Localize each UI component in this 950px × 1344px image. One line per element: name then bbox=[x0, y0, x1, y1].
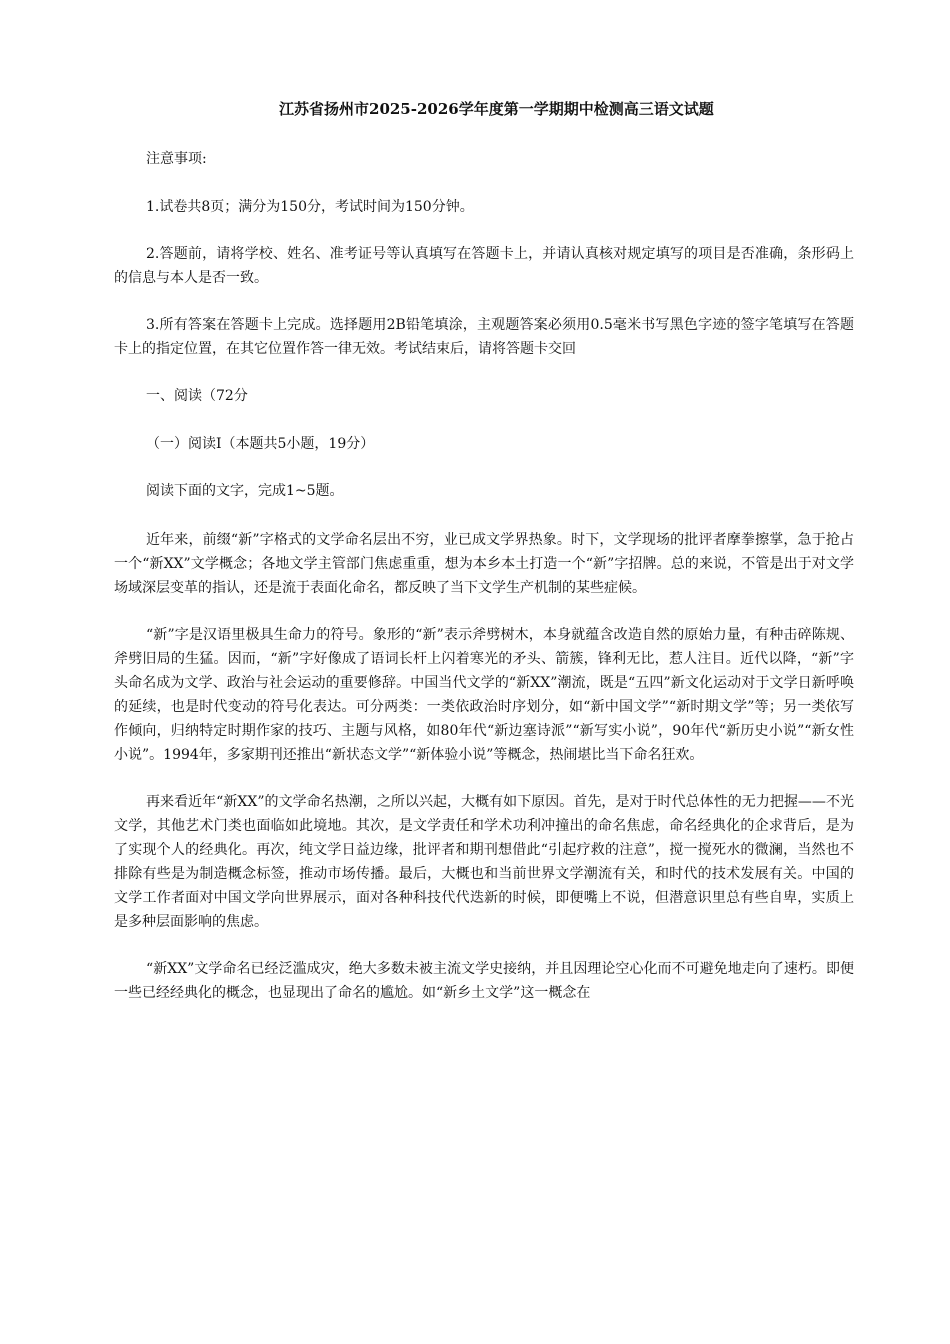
passage-paragraph: 近年来，前缀“新”字格式的文学命名层出不穷，业已成文学界热象。时下，文学现场的批评者摩拳擦掌，急于抢占一个“新XX”文学概念；各地文学主管部门焦虑重重，想为本乡本土打造一个“新”字招牌。总的来说，不管是出于对文学场域深层变革的指认，还是流于表面化命名，都反映了当下文学生产机制的某些症候。 bbox=[114, 531, 854, 596]
passage-paragraph: “新”字是汉语里极具生命力的符号。象形的“新”表示斧劈树木，本身就蕴含改造自然的原始力量，有种击碎陈规、斧劈旧局的生猛。因而，“新”字好像成了语词长杆上闪着寒光的矛头、箭簇，锋利无比，惹人注目。近代以降，“新”字头命名成为文学、政治与社会运动的重要修辞。中国当代文学的“新XX”潮流，既是“五四”新文化运动对于文学日新呼唤的延续，也是时代变动的符号化表达。可分两类：一类依政治时序划分，如“新中国文学”“新时期文学”等；另一类依写作倾向，归纳特定时期作家的技巧、主题与风格，如80年代“新边塞诗派”“新写实小说”，90年代“新历史小说”“新女性小说”。1994年，多家期刊还推出“新状态文学”“新体验小说”等概念，热闹堪比当下命名狂欢。 bbox=[114, 626, 854, 763]
section-instruction: 阅读下面的文字，完成1~5题。 bbox=[146, 483, 344, 499]
passage bbox=[114, 528, 854, 1005]
document-content bbox=[114, 98, 854, 1028]
note-item: 1.试卷共8页；满分为150分，考试时间为150分钟。 bbox=[146, 198, 474, 215]
document-title: 江苏省扬州市2025-2026学年度第一学期期中检测高三语文试题 bbox=[279, 100, 714, 118]
section-subheading: （一）阅读Ⅰ（本题共5小题，19分） bbox=[146, 435, 375, 452]
note-item: 3.所有答案在答题卡上完成。选择题用2B铅笔填涂，主观题答案必须用0.5毫米书写黑色字迹的签字笔填写在答题卡上的指定位置，在其它位置作答一律无效。考试结束后，请将答题卡交回 bbox=[114, 317, 854, 357]
note-item: 2.答题前，请将学校、姓名、准考证号等认真填写在答题卡上，并请认真核对规定填写的项目是否准确，条形码上的信息与本人是否一致。 bbox=[114, 246, 854, 286]
passage-paragraph: 再来看近年“新XX”的文学命名热潮，之所以兴起，大概有如下原因。首先，是对于时代总体性的无力把握——不光文学，其他艺术门类也面临如此境地。其次，是文学责任和学术功利冲撞出的命名焦虑，命名经典化的企求背后，是为了实现个人的经典化。再次，纯文学日益边缘，批评者和期刊想借此“引起疗救的注意”，搅一搅死水的微澜，当然也不排除有些是为制造概念标签，推动市场传播。最后，大概也和当前世界文学潮流有关，和时代的技术发展有关。中国的文学工作者面对中国文学向世界展示，面对各种科技代代迭新的时候，即便嘴上不说，但潜意识里总有些自卑，实质上是多种层面影响的焦虑。 bbox=[114, 793, 854, 930]
section-block bbox=[114, 385, 854, 504]
notes-block bbox=[114, 148, 854, 361]
notes-heading: 注意事项: bbox=[146, 151, 207, 167]
passage-paragraph: “新XX”文学命名已经泛滥成灾，绝大多数未被主流文学史接纳，并且因理论空心化而不可避免地走向了速朽。即便一些已经经典化的概念，也显现出了命名的尴尬。如“新乡土文学”这一概念在 bbox=[114, 960, 854, 1001]
section-heading: 一、阅读（72分 bbox=[146, 388, 248, 404]
